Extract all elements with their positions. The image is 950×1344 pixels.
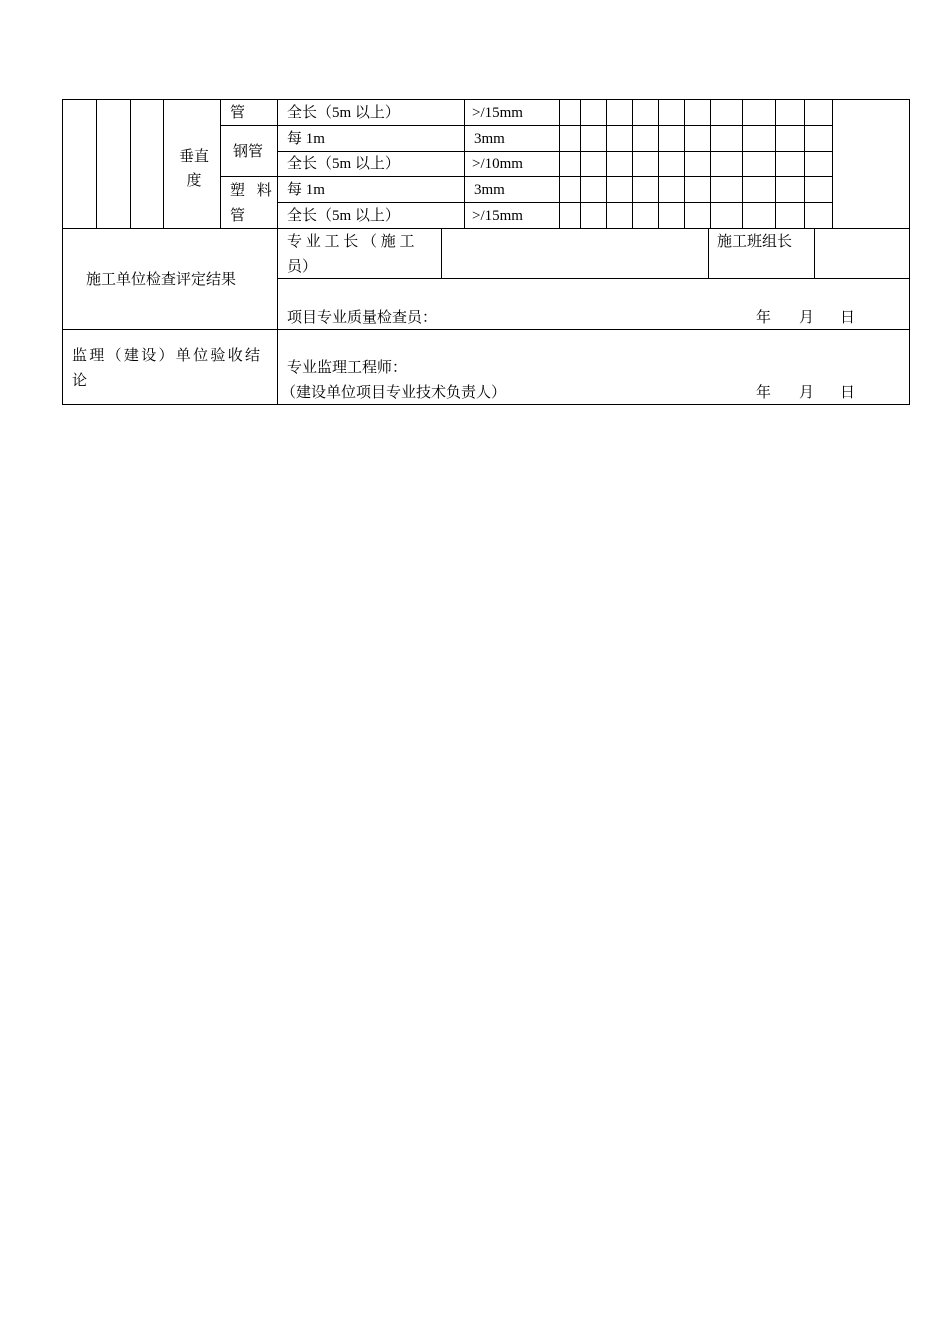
- supervision-conclusion-label: 监理（建设）单位验收结: [72, 348, 263, 364]
- foreman-label: 专 业 工 长 （ 施 工: [287, 234, 415, 250]
- divider: [775, 99, 776, 228]
- divider: [814, 228, 815, 278]
- divider: [277, 151, 833, 152]
- supervising-engineer-label: 专业监理工程师：: [287, 360, 408, 376]
- divider: [277, 278, 910, 279]
- divider: [277, 202, 833, 203]
- tolerance-cell: 3mm: [474, 182, 505, 198]
- supervision-conclusion-label-cont: 论: [72, 373, 88, 389]
- material-cell: 塑 料: [230, 183, 276, 199]
- quality-inspector-label: 项目专业质量检查员：: [287, 310, 438, 326]
- material-cell: 管: [230, 105, 246, 121]
- table-border-bottom: [62, 404, 910, 405]
- divider: [559, 99, 560, 228]
- tolerance-cell: >/10mm: [472, 156, 523, 172]
- item-cell: 全长（5m 以上）: [287, 156, 400, 172]
- divider: [708, 228, 709, 278]
- divider: [832, 99, 833, 228]
- material-cell: 管: [230, 208, 246, 224]
- divider: [130, 99, 131, 228]
- divider: [220, 125, 833, 126]
- item-cell: 全长（5m 以上）: [287, 105, 400, 121]
- divider: [163, 99, 164, 228]
- team-leader-label: 施工班组长: [717, 234, 793, 250]
- divider: [684, 99, 685, 228]
- date-day: 日: [840, 310, 856, 326]
- divider: [710, 99, 711, 228]
- divider: [277, 99, 278, 405]
- table-border-left: [62, 99, 63, 405]
- divider: [658, 99, 659, 228]
- divider: [441, 228, 442, 278]
- divider: [62, 329, 910, 330]
- divider: [220, 99, 221, 228]
- table-border-right: [909, 99, 910, 405]
- owner-technical-lead-label: （建设单位项目专业技术负责人）: [281, 385, 507, 401]
- date-year: 年: [756, 310, 772, 326]
- divider: [220, 176, 833, 177]
- divider: [580, 99, 581, 228]
- divider: [742, 99, 743, 228]
- divider: [464, 99, 465, 228]
- tolerance-cell: 3mm: [474, 131, 505, 147]
- divider: [804, 99, 805, 228]
- tolerance-cell: >/15mm: [472, 105, 523, 121]
- item-cell: 全长（5m 以上）: [287, 208, 400, 224]
- date-month: 月: [799, 385, 815, 401]
- date-year: 年: [756, 385, 772, 401]
- construction-result-label: 施工单位检查评定结果: [86, 272, 237, 288]
- divider: [606, 99, 607, 228]
- date-month: 月: [799, 310, 815, 326]
- item-cell: 每 1m: [287, 182, 325, 198]
- divider: [96, 99, 97, 228]
- material-cell: 钢管: [233, 144, 264, 160]
- table-border-top: [62, 99, 910, 100]
- divider: [632, 99, 633, 228]
- divider: [62, 228, 910, 229]
- item-cell: 每 1m: [287, 131, 325, 147]
- tolerance-cell: >/15mm: [472, 208, 523, 224]
- foreman-label-cont: 员）: [287, 259, 318, 275]
- measure-group-label: 垂直 度: [178, 149, 209, 189]
- date-day: 日: [840, 385, 856, 401]
